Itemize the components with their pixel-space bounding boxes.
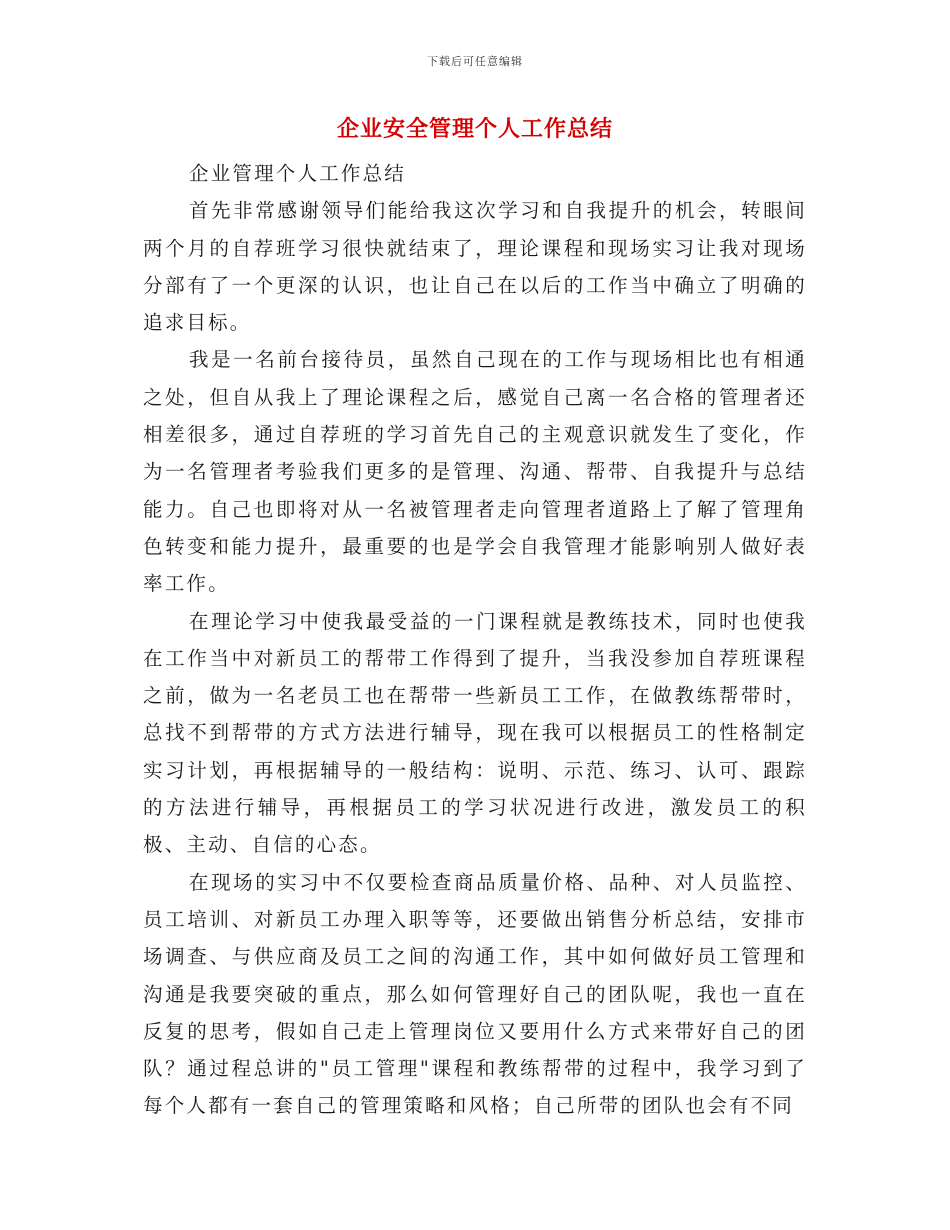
body-paragraph: 在现场的实习中不仅要检查商品质量价格、品种、对人员监控、员工培训、对新员工办理入职等等，还要做出销售分析总结，安排市场调查、与供应商及员工之间的沟通工作，其中如何做好员工管理和沟通是我要突破的重点，那么如何管理好自己的团队呢，我也一直在反复的思考，假如自己走上管理岗位又要用什么方式来带好自己的团队？通过程总讲的"员工管理"课程和教练帮带的过程中，我学习到了每个人都有一套自己的管理策略和风格；自己所带的团队也会有不同 — [143, 870, 807, 1118]
body-paragraph: 首先非常感谢领导们能给我这次学习和自我提升的机会，转眼间两个月的自荐班学习很快就结束了，理论课程和现场实习让我对现场分部有了一个更深的认识，也让自己在以后的工作当中确立了明确的追求目标。 — [143, 199, 807, 335]
subtitle-paragraph: 企业管理个人工作总结 — [189, 162, 407, 185]
body-paragraph: 我是一名前台接待员，虽然自己现在的工作与现场相比也有相通之处，但自从我上了理论课程之后，感觉自己离一名合格的管理者还相差很多，通过自荐班的学习首先自己的主观意识就发生了变化，作为一名管理者考验我们更多的是管理、沟通、帮带、自我提升与总结能力。自己也即将对从一名被管理者走向管理者道路上了解了管理角色转变和能力提升，最重要的也是学会自我管理才能影响别人做好表率工作。 — [143, 348, 807, 596]
header-note: 下载后可任意编辑 — [427, 55, 523, 68]
document-body — [143, 155, 807, 1125]
body-paragraph: 在理论学习中使我最受益的一门课程就是教练技术，同时也使我在工作当中对新员工的帮带工作得到了提升，当我没参加自荐班课程之前，做为一名老员工也在帮带一些新员工工作，在做教练帮带时，总找不到帮带的方式方法进行辅导，现在我可以根据员工的性格制定实习计划，再根据辅导的一般结构：说明、示范、练习、认可、跟踪的方法进行辅导，再根据员工的学习状况进行改进，激发员工的积极、主动、自信的心态。 — [143, 609, 807, 857]
document-title: 企业安全管理个人工作总结 — [336, 117, 613, 142]
